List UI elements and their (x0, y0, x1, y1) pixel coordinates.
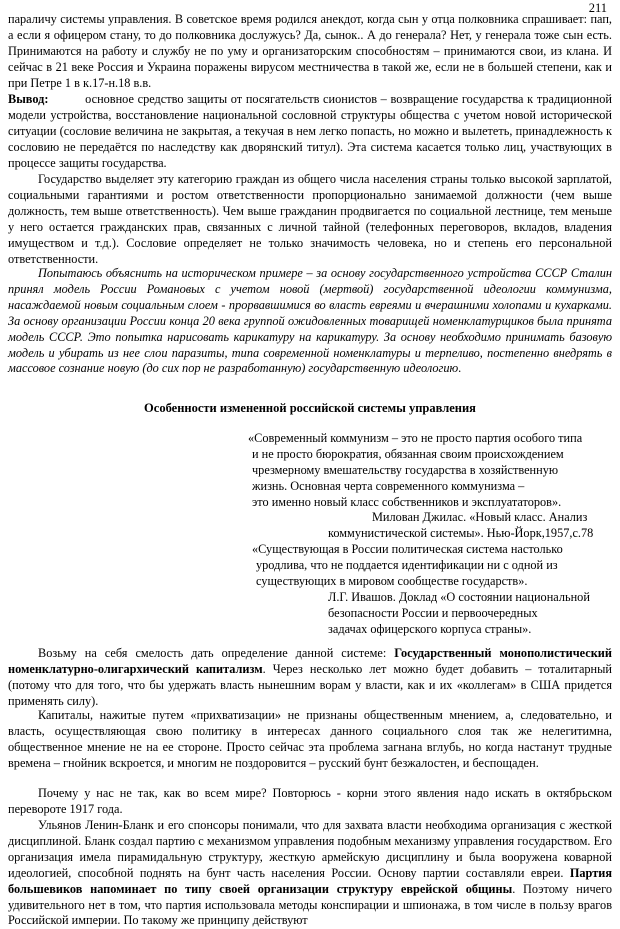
quote-line: уродлива, что не поддается идентификации ни с одной из (256, 558, 558, 572)
paragraph-state-category: Государство выделяет эту категорию граждан из общего числа населения страны только высокой зарплатой, социальными гарантиями и ростом ответственности пропорционально занимаемой должности (чем выше должность, тем выше ответственность). Чем выше гражданин продвигается по социальной лестнице, тем меньше у него остается гражданских прав, связанных с личной тайной (телефонных переговоров, вкладов, владения имуществом и т.д.). Сословие определяет не только значимость человека, но и степень его персональной ответственности. (8, 172, 612, 266)
paragraph-lenin (8, 818, 612, 929)
conclusion-text: основное средство защиты от посягательств сионистов – возвращение государства к традиционной модели устройства, восстановление национальной сословной структуры общества с учетом новой исторической ситуации (сословие величина не закрытая, а текучая в нем легко попасть, но можно и вылететь, принадлежность к сословию не передаётся по наследству как дворянский титул). Эта система касается только лиц, участвующих в процессе защиты государства. (8, 92, 612, 170)
quote-line: жизнь. Основная черта современного коммунизма – (252, 479, 525, 493)
quote-source-line: Милован Джилас. «Новый класс. Анализ (372, 510, 588, 524)
paragraph-capital: Капиталы, нажитые путем «прихватизации» не признаны общественным мнением, а, следовательно, и власть, осуществляющая свою политику в интересах данного социального слоя так же нелегитимна, общественное мнение не на ее стороне. Просто сейчас эта проблема загнана вглубь, но когда настанут трудные времена – гнойник вскроется, и многим не поздоровится – русский бунт безжалостен, и беспощаден. (8, 708, 612, 770)
lenin-text-b: . Поэтому ничего удивительного нет в том, что партия использовала методы конспирации и шпионажа, в том числе в пользу врагов Российской империи. По такому же принципу действуют (8, 881, 612, 928)
definition-rest: . Через несколько лет можно будет добавить – тоталитарный (потому что для того, что бы удержать власть нынешним ворам у власти, как и их «коллегам» в США придется применять силу). (8, 661, 612, 708)
conclusion-label: Вывод: (8, 92, 49, 106)
quote-line: и не просто бюрократия, обязанная своим происхождением (252, 447, 564, 461)
definition-intro: Возьму на себя смелость дать определение данной системе: (38, 646, 395, 660)
historical-example-end: . (458, 361, 462, 376)
quote-line: это именно новый класс собственников и эксплуататоров». (252, 495, 562, 509)
lenin-bold-statement: Партия большевиков напоминает по типу своей организации структуру еврейской общины (8, 865, 612, 896)
paragraph-why: Почему у нас не так, как во всем мире? Повторюсь - корни этого явления надо искать в октябрьском перевороте 1917 года. (8, 786, 612, 816)
lenin-text-a: Ульянов Ленин-Бланк и его спонсоры понимали, что для захвата власти необходима организация с жесткой дисциплиной. Бланк создал партию с механизмом управления подобным механизму управления государством. Его организация имела пирамидальную структуру, жесткую армейскую дисциплину и была вооружена коварной идеологией, способной поднять на бунт часть населения России. Основу партии составляли евреи. (8, 818, 612, 880)
quote-line: чрезмерному вмешательству государства в хозяйственную (252, 463, 559, 477)
quote-source-line: Л.Г. Ивашов. Доклад «О состоянии национальной (328, 590, 590, 604)
paragraph-anecdote: параличу системы управления. В советское время родился анекдот, когда сын у отца полковника спрашивает: пап, а если я офицером стану, то до полковника дослужусь? Да, сынок.. А до генерала? Нет, у генерала тоже сын есть. Принимаются на работу и службу не по уму и организаторским способностям – принимаются свои, из клана. И сейчас в 21 веке Россия и Украина поражены вирусом местничества в такой же, если не в большей степени, как и при Петре 1 в к.17-н.18 в.в. (8, 12, 612, 90)
definition-term: Государственный монополистический номенклатурно-олигархический капитализм (8, 646, 612, 676)
page-number: 211 (588, 1, 607, 15)
paragraph-conclusion (8, 92, 612, 172)
section-heading: Особенности измененной российской системы управления (144, 401, 476, 415)
quote-source-line: безопасности России и первоочередных (328, 606, 538, 620)
paragraph-historical-example (8, 266, 612, 377)
quote-line: «Существующая в России политическая система настолько (252, 542, 563, 556)
paragraph-definition (8, 646, 612, 710)
historical-example-italic: Попытаюсь объяснить на историческом примере – за основу государственного устройства СССР Сталин принял модель России Романовых с учетом новой (мертвой) государственной идеологии коммунизма, насаждаемой новым социальным слоем - прорвавшимися во власть евреями и вчерашними холопами и кухарками. За основу организации России конца 20 века группой ожидовленных товарищей номенклатурщиков была принята модель СССР. Это попытка нарисовать карикатуру на карикатуру. За основу необходимо принимать базовую модель и убирать из нее слои паразиты, типа современной номенклатуры и терпеливо, постепенно внедрять в массовое сознание новую (до сих пор не разработанную) государственную идеологию (8, 266, 612, 376)
quote-source-line: задачах офицерского корпуса страны». (328, 622, 532, 636)
quote-line: «Современный коммунизм – это не просто партия особого типа (248, 431, 583, 445)
quote-source-line: коммунистической системы». Нью-Йорк,1957,с.78 (328, 526, 594, 540)
quote-line: существующих в мировом сообществе государств». (256, 574, 528, 588)
